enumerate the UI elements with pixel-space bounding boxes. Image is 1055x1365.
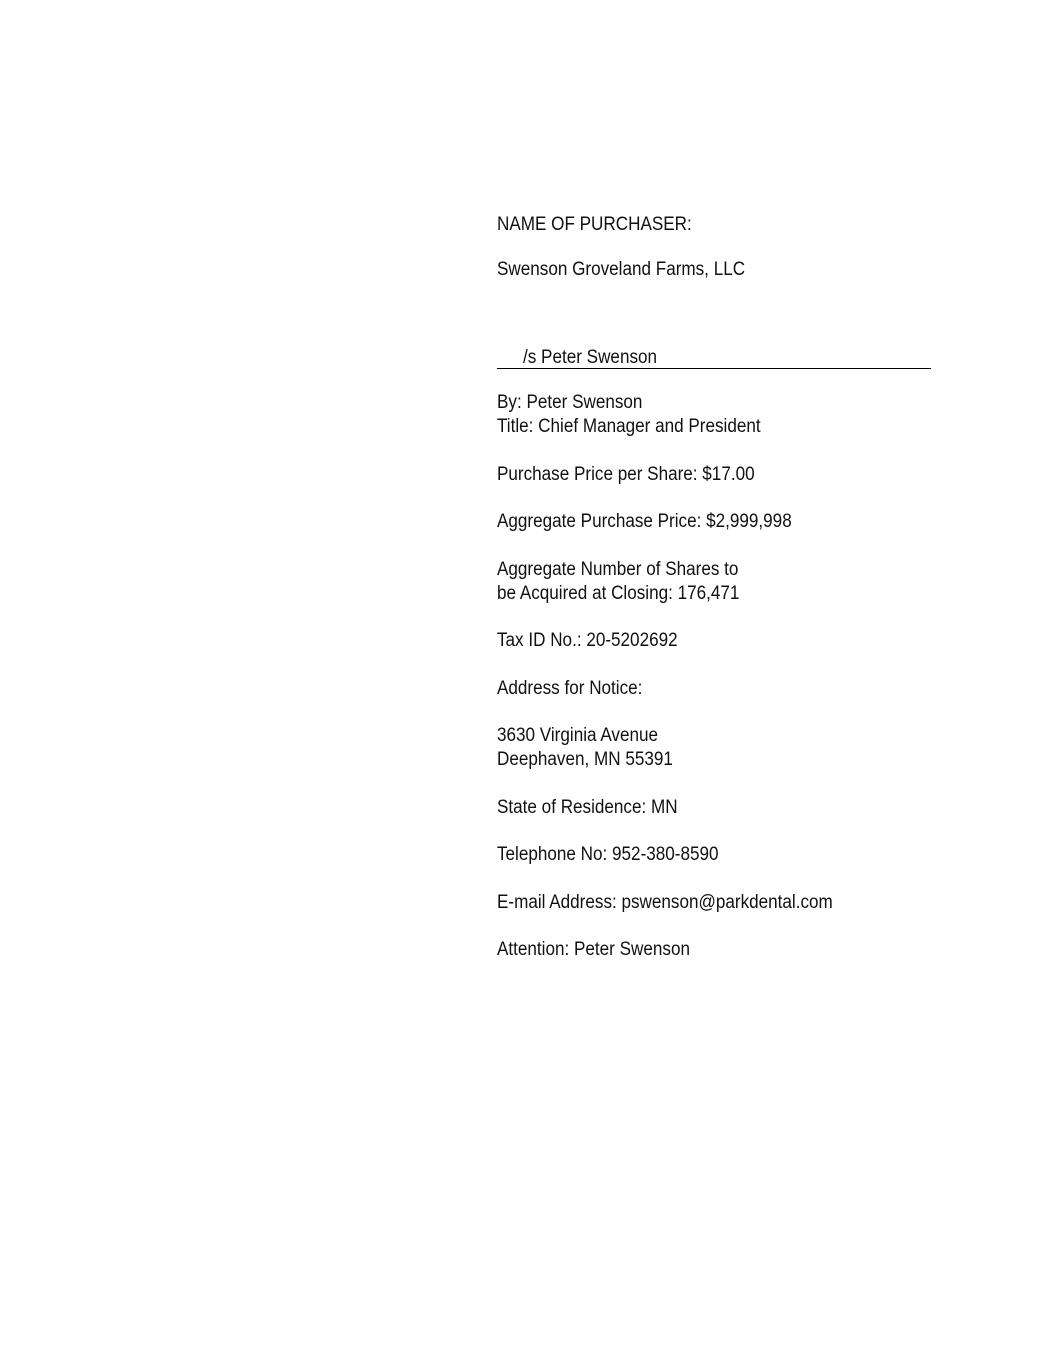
state-of-residence: State of Residence: MN [497,797,678,818]
signatory-name: By: Peter Swenson [497,392,643,413]
address-line-1: 3630 Virginia Avenue [497,725,659,746]
aggregate-price: Aggregate Purchase Price: $2,999,998 [497,511,792,532]
shares-line-1: Aggregate Number of Shares to [497,559,739,580]
attention: Attention: Peter Swenson [497,939,690,960]
signatory-title: Title: Chief Manager and President [497,416,761,437]
telephone: Telephone No: 952-380-8590 [497,844,719,865]
email-address: E-mail Address: pswenson@parkdental.com [497,892,833,913]
purchaser-name: Swenson Groveland Farms, LLC [497,259,746,280]
tax-id: Tax ID No.: 20-5202692 [497,630,678,651]
purchaser-heading: NAME OF PURCHASER: [497,214,692,235]
signature-text: /s Peter Swenson [523,347,658,368]
address-heading: Address for Notice: [497,678,643,699]
price-per-share: Purchase Price per Share: $17.00 [497,464,755,485]
signature-line [497,368,931,369]
shares-line-2: be Acquired at Closing: 176,471 [497,583,740,604]
address-line-2: Deephaven, MN 55391 [497,749,673,770]
